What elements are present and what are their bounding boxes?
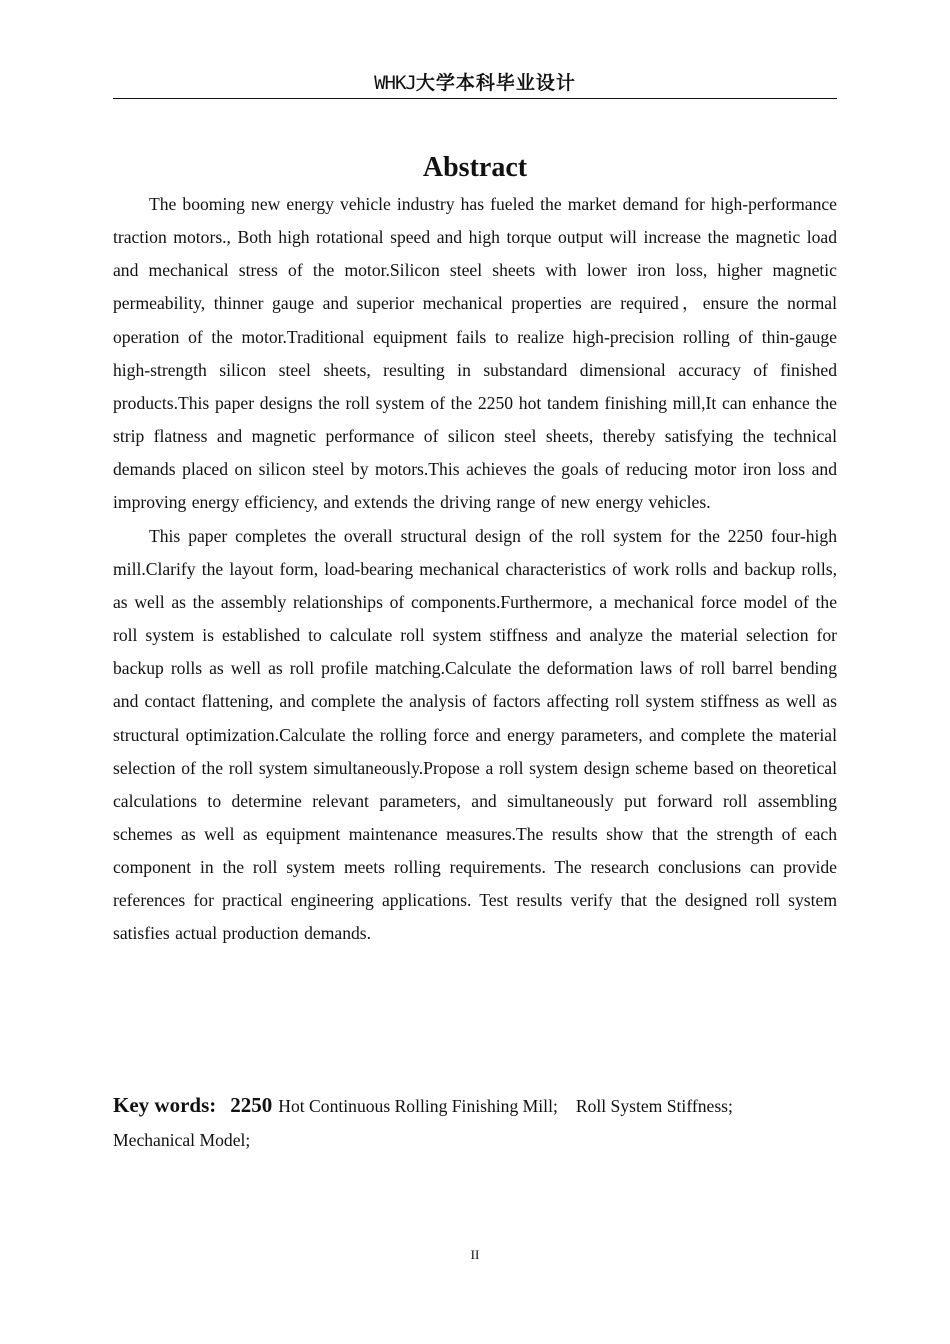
abstract-title: Abstract <box>422 152 528 183</box>
keyword-item: Roll System Stiffness; <box>575 1096 733 1116</box>
abstract-body <box>113 188 837 951</box>
header-divider <box>113 98 837 99</box>
page-header <box>113 68 837 98</box>
keywords-label: Key words: <box>113 1093 217 1117</box>
abstract-paragraph-2: This paper completes the overall structural design of the roll system for the 2250 four-high mill.Clarify the layout form, load-bearing mechanical characteristics of work rolls and backup rolls, as well as the assembly relationships of components.Furthermore, a mechanical force model of the roll system is established to calculate roll system stiffness and analyze the material selection for backup rolls as well as roll profile matching.Calculate the deformation laws of roll barrel bending and contact flattening, and complete the analysis of factors affecting roll system stiffness as well as structural optimization.Calculate the rolling force and energy parameters, and complete the material selection of the roll system simultaneously.Propose a roll system design scheme based on theoretical calculations to determine relevant parameters, and simultaneously put forward roll assembling schemes as well as equipment maintenance measures.The results show that the strength of each component in the roll system meets rolling requirements. The research conclusions can provide references for practical engineering applications. Test results verify that the designed roll system satisfies actual production demands. <box>113 525 837 944</box>
header-institution-code: WHKJ <box>374 72 416 94</box>
keyword-item: Hot Continuous Rolling Finishing Mill; <box>278 1096 558 1116</box>
keyword-number: 2250 <box>230 1093 273 1117</box>
keyword-item: Mechanical Model; <box>113 1130 251 1150</box>
header-document-type: 大学本科毕业设计 <box>415 72 576 94</box>
abstract-paragraph-1: The booming new energy vehicle industry has fueled the market demand for high-performance traction motors., Both high rotational speed and high torque output will increase the magnetic load and mechanical stress of the motor.Silicon steel sheets with lower iron loss, higher magnetic permeability, thinner gauge and superior mechanical properties are required，ensure the normal operation of the motor.Traditional equipment fails to realize high-precision rolling of thin-gauge high-strength silicon steel sheets, resulting in substandard dimensional accuracy of finished products.This paper designs the roll system of the 2250 hot tandem finishing mill,It can enhance the strip flatness and magnetic performance of silicon steel sheets, thereby satisfying the technical demands placed on silicon steel by motors.This achieves the goals of reducing motor iron loss and improving energy efficiency, and extends the driving range of new energy vehicles. <box>113 194 837 513</box>
keywords-section <box>113 1088 837 1157</box>
page-number: II <box>470 1247 480 1262</box>
